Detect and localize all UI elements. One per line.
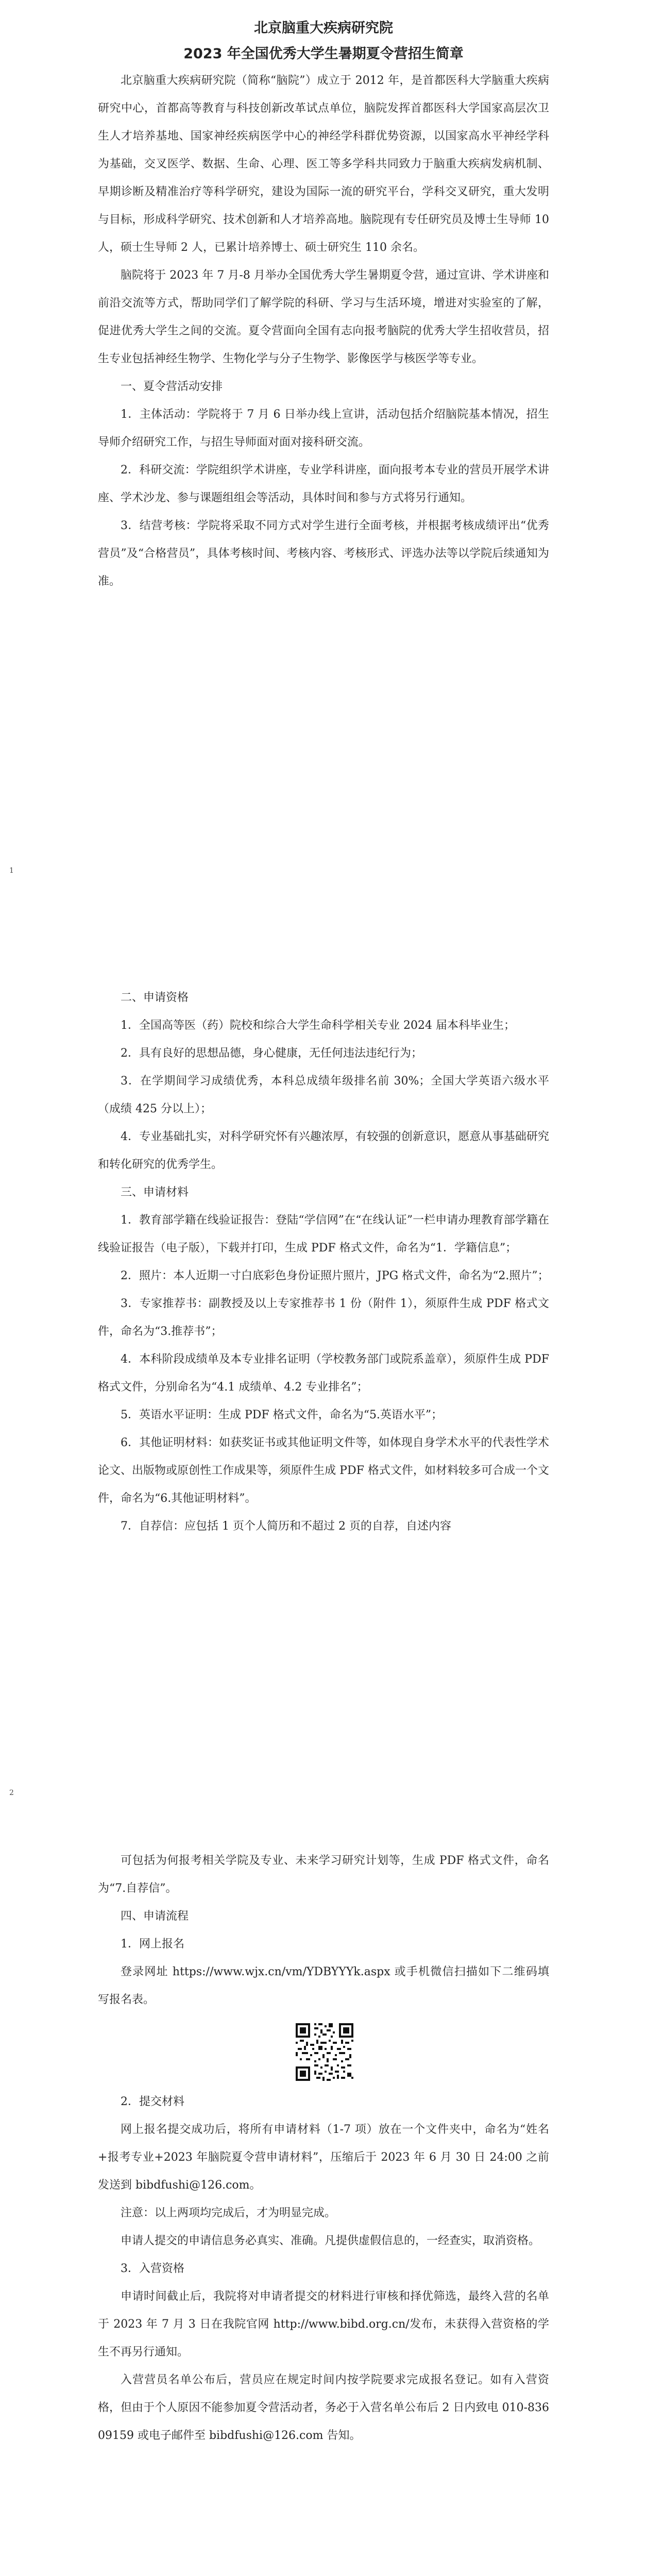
list-item: 4．本科阶段成绩单及本专业排名证明（学校教务部门或院系盖章），须原件生成 PDF 格式文件，分别命名为“4.1 成绩单、4.2 专业排名”；	[98, 1353, 549, 1394]
list-item: 3．专家推荐书：副教授及以上专家推荐书 1 份（附件 1），须原件生成 PDF 格式文件，命名为“3.推荐书”；	[98, 1297, 549, 1338]
document-page-3	[0, 1808, 647, 2576]
admission-paragraph: 申请时间截止后，我院将对申请者提交的材料进行审核和择优筛选，最终入营的名单于 2023 年 7 月 3 日在我院官网 http://www.bibd.org.cn/发布，未获得入营资格的学生不再另行通知。	[98, 2290, 549, 2359]
subsection-heading: 1．网上报名	[121, 1938, 184, 1951]
note-paragraph: 申请人提交的申请信息务必真实、准确。凡提供虚假信息的，一经查实，取消资格。	[121, 2234, 540, 2247]
intro-paragraph: 北京脑重大疾病研究院（简称“脑院”）成立于 2012 年，是首都医科大学脑重大疾病研究中心，首都高等教育与科技创新改革试点单位，脑院发挥首都医科大学国家高层次卫生人才培养基地、国家神经疾病医学中心的神经学科群优势资源，以国家高水平神经学科为基础，交叉医学、数据、生命、心理、医工等多学科共同致力于脑重大疾病发病机制、早期诊断及精准治疗等科学研究，建设为国际一流的研究平台，学科交叉研究，重大发明与目标，形成科学研究、技术创新和人才培养高地。脑院现有专任研究员及博士生导师 10 人，硕士生导师 2 人，已累计培养博士、硕士研究生 110 余名。	[98, 74, 549, 254]
list-item: 2．具有良好的思想品德，身心健康，无任何违法违纪行为；	[121, 1047, 422, 1060]
document-page-1	[0, 0, 647, 886]
list-item: 6．其他证明材料：如获奖证书或其他证明文件等，如体现自身学术水平的代表性学术论文、出版物或原创性工作成果等，须原件生成 PDF 格式文件，如材料较多可合成一个文件，命名为“6.其他证明材料”。	[98, 1436, 549, 1505]
section-heading: 四、申请流程	[121, 1910, 189, 1923]
note-paragraph: 注意：以上两项均完成后，才为明显完成。	[121, 2207, 336, 2219]
list-item: 1．全国高等医（药）院校和综合大学生命科学相关专业 2024 届本科毕业生；	[121, 1019, 515, 1032]
list-item: 7．自荐信：应包括 1 页个人简历和不超过 2 页的自荐，自述内容	[121, 1520, 451, 1533]
list-item: 3．在学期间学习成绩优秀，本科总成绩年级排名前 30%；全国大学英语六级水平（成绩 425 分以上）；	[98, 1075, 549, 1115]
qr-code-container	[98, 2014, 549, 2088]
list-item: 3．结营考核：学院将采取不同方式对学生进行全面考核，并根据考核成绩评出“优秀营员”及“合格营员”，具体考核时间、考核内容、考核形式、评选办法等以学院后续通知为准。	[98, 519, 549, 588]
list-item: 5．英语水平证明：生成 PDF 格式文件，命名为“5.英语水平”；	[121, 1409, 443, 1421]
page-number: 1	[9, 867, 14, 875]
list-item: 2．科研交流：学院组织学术讲座，专业学科讲座，面向报考本专业的营员开展学术讲座、学术沙龙、参与课题组组会等活动，具体时间和参与方式将另行通知。	[98, 464, 549, 504]
admission-paragraph: 入营营员名单公布后，营员应在规定时间内按学院要求完成报名登记。如有入营资格，但由于个人原因不能参加夏令营活动者，务必于入营名单公布后 2 日内致电 010-83609159 或电子邮件至 bibdfushi@126.com 告知。	[98, 2374, 549, 2442]
page-number: 2	[9, 1789, 14, 1797]
document-title-org: 北京脑重大疾病研究院	[254, 20, 393, 36]
list-item: 1．主体活动：学院将于 7 月 6 日举办线上宣讲，活动包括介绍脑院基本情况，招生导师介绍研究工作，与招生导师面对面对接科研交流。	[98, 408, 549, 449]
qr-code-image[interactable]	[294, 2021, 353, 2081]
document-title-program: 2023 年全国优秀大学生暑期夏令营招生简章	[183, 46, 464, 62]
section-heading: 一、夏令营活动安排	[121, 380, 223, 393]
section-heading: 二、申请资格	[121, 991, 189, 1004]
paragraph-continuation: 可包括为何报考相关学院及专业、未来学习研究计划等，生成 PDF 格式文件，命名为“7.自荐信”。	[98, 1854, 549, 1895]
submission-paragraph: 网上报名提交成功后，将所有申请材料（1-7 项）放在一个文件夹中，命名为“姓名+报考专业+2023 年脑院夏令营申请材料”，压缩后于 2023 年 6 月 30 日 24:00 之前发送到 bibdfushi@126.com。	[98, 2123, 549, 2192]
list-item: 1．教育部学籍在线验证报告：登陆“学信网”在“在线认证”一栏申请办理教育部学籍在线验证报告（电子版），下载并打印，生成 PDF 格式文件，命名为“1．学籍信息”；	[98, 1214, 549, 1255]
document-page-2	[0, 886, 647, 1808]
section-heading: 三、申请材料	[121, 1186, 189, 1199]
signup-link-paragraph[interactable]: 登录网址 https://www.wjx.cn/vm/YDBYYYk.aspx 或手机微信扫描如下二维码填写报名表。	[98, 1965, 549, 2006]
subsection-heading: 3．入营资格	[121, 2262, 184, 2275]
intro-paragraph: 脑院将于 2023 年 7 月-8 月举办全国优秀大学生暑期夏令营，通过宣讲、学术讲座和前沿交流等方式，帮助同学们了解学院的科研、学习与生活环境，增进对实验室的了解，促进优秀大学生之间的交流。夏令营面向全国有志向报考脑院的优秀大学生招收营员，招生专业包括神经生物学、生物化学与分子生物学、影像医学与核医学等专业。	[98, 269, 549, 365]
list-item: 2．照片：本人近期一寸白底彩色身份证照片照片，JPG 格式文件，命名为“2.照片”；	[121, 1269, 549, 1282]
subsection-heading: 2．提交材料	[121, 2095, 184, 2108]
list-item: 4．专业基础扎实，对科学研究怀有兴趣浓厚，有较强的创新意识，愿意从事基础研究和转化研究的优秀学生。	[98, 1130, 549, 1171]
